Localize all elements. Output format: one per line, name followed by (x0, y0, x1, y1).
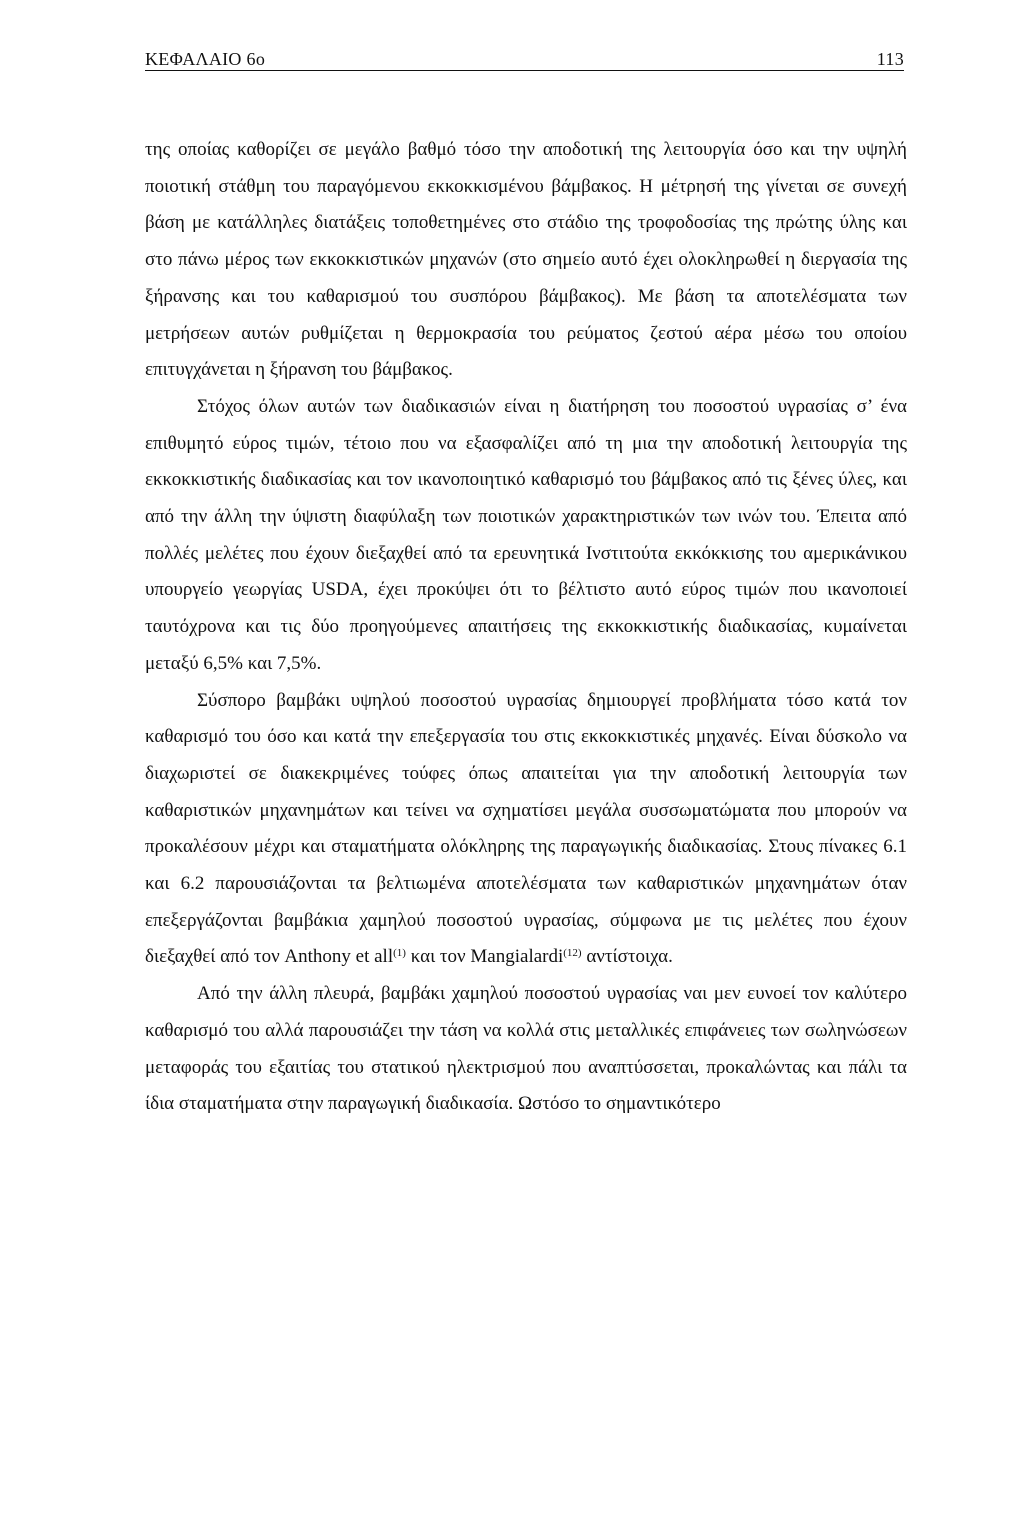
paragraph-3-text-a: Σύσπορο βαμβάκι υψηλού ποσοστού υγρασίας δημιουργεί προβλήματα τόσο κατά τον καθαρισμό του όσο και κατά την επεξεργασία του στις εκκοκκιστικές μηχανές. Είναι δύσκολο να διαχωριστεί σε διακεκριμένες τούφες όπως απαιτείται για την αποδοτική λειτουργία των καθαριστικών μηχανημάτων και τείνει να σχηματίσει μεγάλα συσσωματώματα που μπορούν να προκαλέσουν μέχρι και σταματήματα ολόκληρης της παραγωγικής διαδικασίας. Στους πίνακες 6.1 και 6.2 παρουσιάζονται τα βελτιωμένα αποτελέσματα των καθαριστικών μηχανημάτων όταν επεξεργάζονται βαμβάκια χαμηλού ποσοστού υγρασίας, σύμφωνα με τις μελέτες που έχουν διεξαχθεί από τον Anthony et all (145, 689, 907, 968)
chapter-title: ΚΕΦΑΛΑΙΟ 6ο (145, 49, 266, 69)
page-header (145, 48, 904, 71)
paragraph-2: Στόχος όλων αυτών των διαδικασιών είναι η διατήρηση του ποσοστού υγρασίας σ’ ένα επιθυμητό εύρος τιμών, τέτοιο που να εξασφαλίζει από τη μια την αποδοτική λειτουργία της εκκοκκιστικής διαδικασίας και τον ικανοποιητικό καθαρισμό του βάμβακος από τις ξένες ύλες, και από την άλλη την ύψιστη διαφύλαξη των ποιοτικών χαρακτηριστικών των ινών του. Έπειτα από πολλές μελέτες που έχουν διεξαχθεί από τα ερευνητικά Ινστιτούτα εκκόκκισης του αμερικάνικου υπουργείο γεωργίας USDA, έχει προκύψει ότι το βέλτιστο αυτό εύρος τιμών που ικανοποιεί ταυτόχρονα και τις δύο προηγούμενες απαιτήσεις της εκκοκκιστικής διαδικασίας, κυμαίνεται μεταξύ 6,5% και 7,5%. (145, 395, 907, 674)
paragraph-1: της οποίας καθορίζει σε μεγάλο βαθμό τόσο την αποδοτική της λειτουργία όσο και την υψηλή ποιοτική στάθμη του παραγόμενου εκκοκκισμένου βάμβακος. Η μέτρησή της γίνεται σε συνεχή βάση με κατάλληλες διατάξεις τοποθετημένες στο στάδιο της τροφοδοσίας της πρώτης ύλης και στο πάνω μέρος των εκκοκκιστικών μηχανών (στο σημείο αυτό έχει ολοκληρωθεί η διεργασία της ξήρανσης και του καθαρισμού του συσπόρου βάμβακος). Με βάση τα αποτελέσματα των μετρήσεων αυτών ρυθμίζεται η θερμοκρασία του ρεύματος ζεστού αέρα μέσω του οποίου επιτυγχάνεται η ξήρανση του βάμβακος. (145, 139, 907, 381)
reference-marker-12: (12) (563, 947, 582, 960)
paragraph-3-text-b: και τον Mangialardi (405, 946, 564, 968)
reference-marker-1: (1) (393, 947, 406, 960)
body-text (145, 132, 907, 1123)
paragraph-3-text-c: αντίστοιχα. (581, 946, 673, 968)
page-number: 113 (876, 49, 904, 69)
paragraph-3 (145, 683, 907, 977)
paragraph-4: Από την άλλη πλευρά, βαμβάκι χαμηλού ποσοστού υγρασίας ναι μεν ευνοεί τον καλύτερο καθαρισμό του αλλά παρουσιάζει την τάση να κολλά στις μεταλλικές επιφάνειες των σωληνώσεων μεταφοράς του εξαιτίας του στατικού ηλεκτρισμού που αναπτύσσεται, προκαλώντας και πάλι τα ίδια σταματήματα στην παραγωγική διαδικασία. Ωστόσο το σημαντικότερο (145, 983, 907, 1115)
